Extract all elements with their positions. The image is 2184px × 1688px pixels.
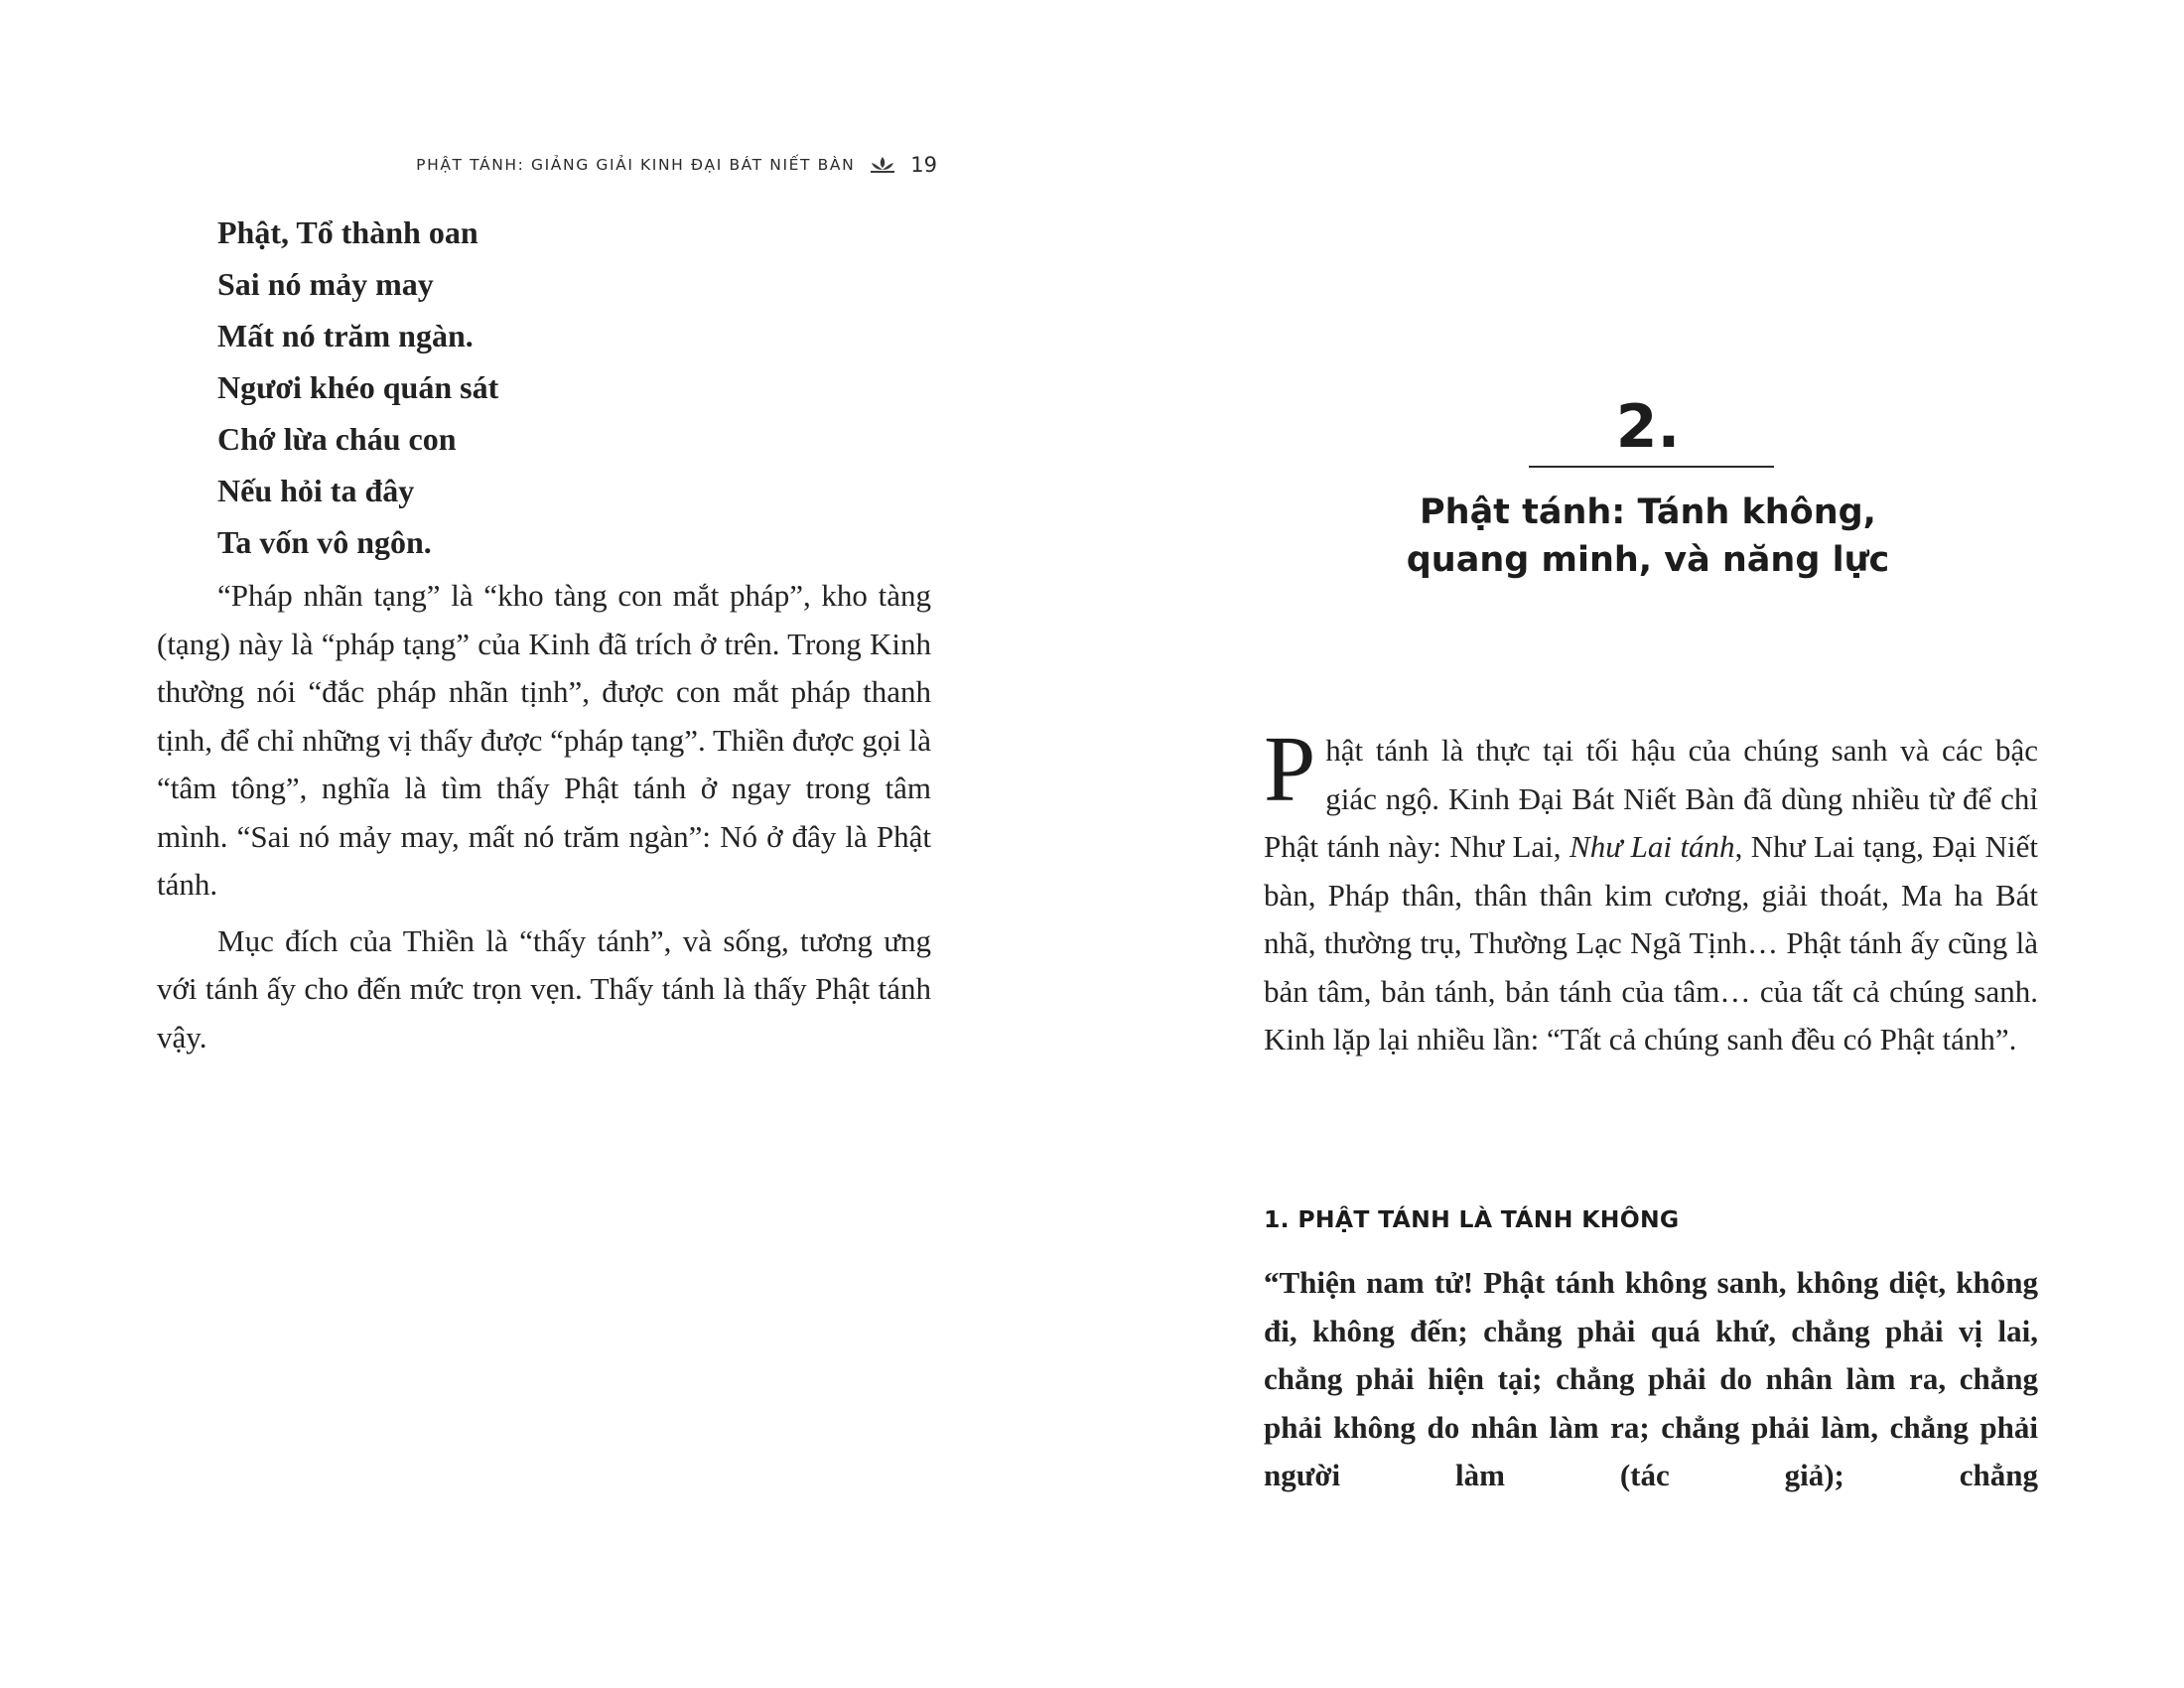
verse-line: Ta vốn vô ngôn. <box>217 524 432 560</box>
chapter-number: 2. <box>1615 392 1681 462</box>
verse-line: Chớ lừa cháu con <box>217 421 457 457</box>
intro-text-cont: , Như Lai tạng, Đại Niết bàn, Pháp thân, thân thân kim cương, giải thoát, Ma ha Bát nhã, thường trụ, Thường Lạc Ngã Tịnh… Phật tánh ấy cũng là bản tâm, bản tánh, bản tánh của tâm… của tất cả chúng sanh. Kinh lặp lại nhiều lần: “Tất cả chúng sanh đều có Phật tánh”. <box>1264 829 2038 1056</box>
section-heading: 1. PHẬT TÁNH LÀ TÁNH KHÔNG <box>1264 1205 1680 1233</box>
verse-line: Sai nó mảy may <box>217 266 434 302</box>
page-number: 19 <box>910 153 937 177</box>
verse-line: Ngươi khéo quán sát <box>217 369 499 405</box>
intro-block <box>1264 718 2038 1064</box>
verse-line: Phật, Tổ thành oan <box>217 214 478 250</box>
running-header <box>381 149 937 181</box>
lotus-icon <box>869 155 896 175</box>
intro-italic-term: Như Lai tánh <box>1570 829 1735 864</box>
body-paragraph: Mục đích của Thiền là “thấy tánh”, và sống, tương ưng với tánh ấy cho đến mức trọn vẹn. Thấy tánh là thấy Phật tánh vậy. <box>157 922 931 1055</box>
chapter-title <box>1350 489 1946 584</box>
body-paragraph: “Pháp nhãn tạng” là “kho tàng con mắt pháp”, kho tàng (tạng) này là “pháp tạng” của Kinh đã trích ở trên. Trong Kinh thường nói “đắc pháp nhãn tịnh”, được con mắt pháp thanh tịnh, để chỉ những vị thấy được “pháp tạng”. Thiền được gọi là “tâm tông”, nghĩa là tìm thấy Phật tánh ở ngay trong tâm mình. “Sai nó mảy may, mất nó trăm ngàn”: Nó ở đây là Phật tánh. <box>157 578 931 902</box>
verse-line: Nếu hỏi ta đây <box>217 473 415 508</box>
sutra-quote: “Thiện nam tử! Phật tánh không sanh, không diệt, không đi, không đến; chẳng phải quá khứ, chẳng phải vị lai, chẳng phải hiện tại; chẳng phải do nhân làm ra, chẳng phải không do nhân làm ra; chẳng phải làm, chẳng phải người làm (tác giả); chẳng <box>1264 1265 2038 1492</box>
intro-paragraph <box>1264 718 2038 1064</box>
running-header-title: PHẬT TÁNH: GIẢNG GIẢI KINH ĐẠI BÁT NIẾT BÀN <box>416 156 856 174</box>
chapter-title-line: Phật tánh: Tánh không, <box>1420 492 1876 532</box>
chapter-divider <box>1529 466 1774 468</box>
left-body-text <box>157 572 931 1061</box>
verse-line: Mất nó trăm ngàn. <box>217 318 474 353</box>
chapter-title-line: quang minh, và năng lực <box>1406 540 1890 580</box>
intro-text: hật tánh là thực tại tối hậu của chúng sanh và các bậc giác ngộ. Kinh Đại Bát Niết Bàn đã dùng nhiều từ để chỉ Phật tánh này: Như Lai, <box>1264 733 2038 864</box>
drop-cap: P <box>1264 718 1316 821</box>
verse <box>217 207 498 568</box>
